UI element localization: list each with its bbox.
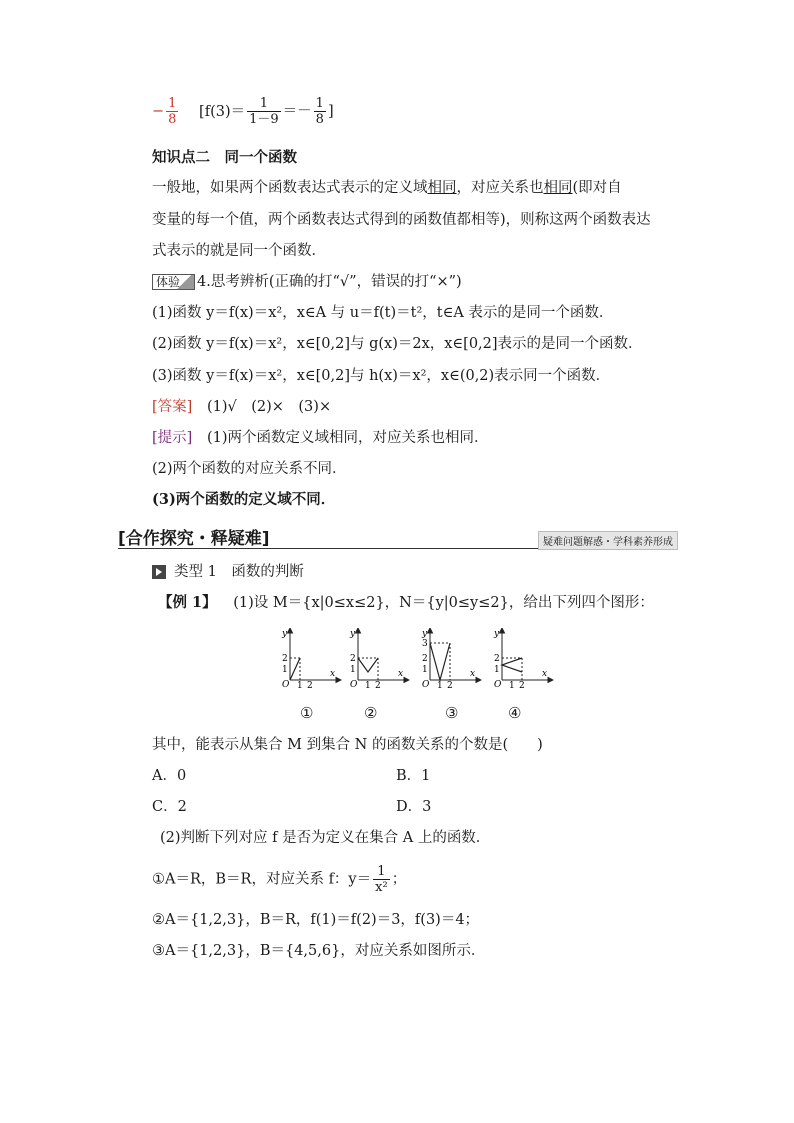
graph3-ty1: 1	[422, 665, 428, 675]
graph1-y: y	[282, 629, 288, 639]
play-icon	[152, 565, 166, 579]
example1-text: (1)设 M＝{x|0≤x≤2}，N＝{y|0≤y≤2}，给出下列四个图形：	[233, 595, 654, 611]
graph4-tx2: 2	[519, 681, 525, 688]
item1-fraction: $\frac{1}{\text{x²}}$	[375, 864, 388, 895]
item1-line	[152, 864, 406, 895]
graph-label-4: ④	[508, 704, 522, 722]
knowledge2-heading: 知识点二 同一个函数	[152, 150, 297, 166]
graph3-tx1: 1	[437, 681, 443, 688]
graph3-ty3: 3	[422, 639, 428, 649]
calc-mid: ＝－	[282, 103, 312, 120]
graph-3	[420, 628, 482, 688]
section-tag: 疑难问题解惑・学科素养形成	[538, 531, 678, 550]
graph1-ty2: 2	[282, 654, 288, 664]
hint1: (1)两个函数定义域相同，对应关系也相同．	[206, 430, 489, 446]
graph1-tx2: 2	[307, 681, 313, 688]
graph-label-2: ②	[364, 704, 378, 722]
section-title: [合作探究・释疑难]	[118, 529, 270, 549]
option-b: B．1	[396, 768, 431, 784]
intro-answer-line	[152, 96, 334, 127]
experience-badge: 体验	[152, 274, 195, 290]
graph2-o: O	[350, 680, 358, 688]
example1-label: 【例 1】	[158, 594, 217, 611]
experience-hint3: (3)两个函数的定义域不同．	[152, 491, 336, 508]
experience-hint2: (2)两个函数的对应关系不同．	[152, 461, 347, 477]
graph3-tx2: 2	[447, 681, 453, 688]
graph3-y: y	[422, 629, 428, 639]
graph-2	[348, 628, 410, 688]
experience-q3: (3)函数 y＝f(x)＝x²，x∈[0,2]与 h(x)＝x²，x∈(0,2)表示同一个函数．	[152, 368, 611, 384]
calc-prefix: [f(3)＝	[199, 103, 246, 120]
graph2-y: y	[350, 629, 356, 639]
type1-label: 类型 1 函数的判断	[174, 564, 304, 580]
graph2-ty2: 2	[350, 654, 356, 664]
graph1-o: O	[282, 680, 290, 688]
graph4-x: x	[542, 669, 548, 679]
experience-title: 4.思考辨析(正确的打“√”，错误的打“×”)	[197, 274, 462, 290]
option-d: D．3	[396, 799, 432, 815]
graph2-tx2: 2	[375, 681, 381, 688]
example1-part2: (2)判断下列对应 f 是否为定义在集合 A 上的函数．	[160, 830, 491, 846]
graph3-ty2: 2	[422, 654, 428, 664]
item3-line: ③A＝{1,2,3}，B＝{4,5,6}，对应关系如图所示．	[152, 943, 486, 959]
graph-label-1: ①	[300, 704, 314, 722]
example1-line	[158, 593, 654, 613]
option-a: A．0	[152, 768, 187, 784]
graph4-y: y	[494, 629, 500, 639]
experience-q1: (1)函数 y＝f(x)＝x²，x∈A 与 u＝f(t)＝t²，t∈A 表示的是同一个函数．	[152, 305, 614, 321]
calc-suffix: ]	[327, 103, 334, 120]
graph2-x: x	[398, 669, 404, 679]
graph1-ty1: 1	[282, 665, 288, 675]
underline-same-rule: 相同	[543, 180, 573, 196]
item1-post: ；	[391, 871, 407, 888]
knowledge2-para-line1: 一般地，如果两个函数表达式表示的定义域相同，对应关系也相同(即对自	[152, 180, 622, 196]
experience-answer	[152, 397, 331, 417]
graphs-row	[280, 628, 560, 688]
hint-label: [提示]	[152, 430, 193, 446]
item1-pre: ①A＝R，B＝R，对应关系 f：y＝	[152, 871, 372, 888]
graph1-tx1: 1	[297, 681, 303, 688]
experience-q2: (2)函数 y＝f(x)＝x²，x∈[0,2]与 g(x)＝2x，x∈[0,2]表示的是同一个函数．	[152, 336, 643, 352]
calc-fraction-1: $\frac{1}{1-9}$	[249, 96, 279, 127]
type1-line	[152, 562, 304, 582]
item2-line: ②A＝{1,2,3}，B＝R，f(1)＝f(2)＝3，f(3)＝4；	[152, 912, 480, 928]
graph2-tx1: 1	[365, 681, 371, 688]
example1-question: 其中，能表示从集合 M 到集合 N 的函数关系的个数是( )	[152, 737, 543, 753]
graph2-ty1: 1	[350, 665, 356, 675]
graph-label-3: ③	[445, 704, 459, 722]
answer-fraction: $\frac{1}{8}$	[168, 96, 177, 127]
knowledge2-para-line2: 变量的每一个值，两个函数表达式得到的函数值都相等)，则称这两个函数表达	[152, 212, 651, 228]
graph3-o: O	[422, 680, 430, 688]
graph-1	[280, 628, 342, 688]
knowledge2-para-line3: 式表示的就是同一个函数．	[152, 243, 326, 259]
graph3-x: x	[470, 669, 476, 679]
section-bar	[118, 524, 678, 549]
answer-sign: −	[152, 103, 165, 120]
graph4-tx1: 1	[509, 681, 515, 688]
graph-4	[492, 628, 554, 688]
underline-same-domain: 相同	[427, 180, 457, 196]
answer-label: [答案]	[152, 399, 193, 415]
calc-fraction-2: $\frac{1}{8}$	[315, 96, 324, 127]
graph4-ty2: 2	[494, 654, 500, 664]
graph4-o: O	[494, 680, 502, 688]
option-c: C．2	[152, 799, 187, 815]
experience-title-line	[152, 272, 462, 292]
graph1-x: x	[330, 669, 336, 679]
answer-text: (1)√ (2)× (3)×	[206, 399, 332, 415]
graph4-ty1: 1	[494, 665, 500, 675]
experience-hint1-line	[152, 428, 488, 448]
